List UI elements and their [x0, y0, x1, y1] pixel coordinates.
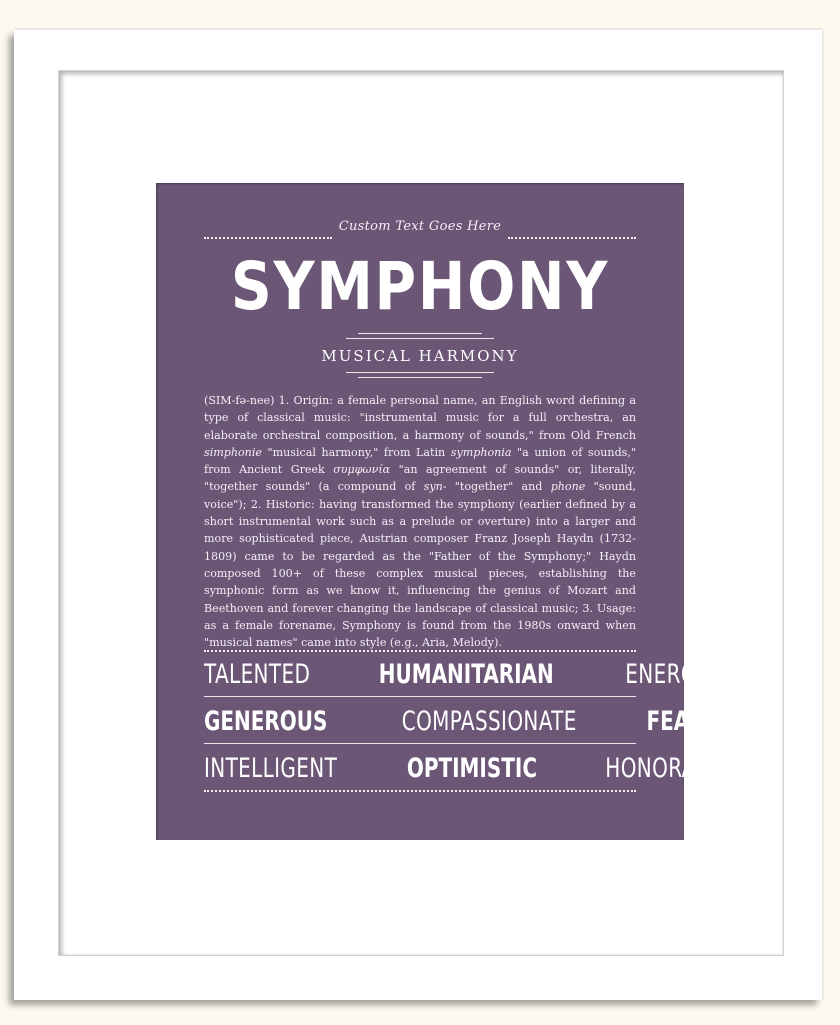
name-meaning: MUSICAL HARMONY: [321, 347, 519, 365]
name-print: [156, 183, 760, 840]
definition-italic-term: syn-: [423, 480, 447, 494]
trait-divider-2: [204, 743, 636, 744]
definition-segment: "a union of sounds," from Ancient Greek: [204, 445, 636, 477]
definition-italic-term: simphonie: [204, 445, 262, 459]
dotted-divider-top-right: [508, 237, 636, 239]
divider-line-upper-1: [358, 333, 482, 334]
trait-word: GENEROUS: [204, 705, 328, 737]
trait-word: TALENTED: [204, 658, 311, 690]
trait-word: FEARLESS: [646, 705, 760, 737]
trait-row: [204, 704, 760, 738]
definition-segment: "an agreement of sounds" or, literally, "together sounds" (a compound of: [204, 463, 636, 494]
definition-segment: "musical harmony," from Latin: [261, 445, 451, 459]
definition-italic-term: symphonia: [450, 445, 512, 459]
name-title: SYMPHONY: [230, 248, 610, 325]
definition-italic-term: συμφωνία: [333, 463, 391, 477]
trait-word: OPTIMISTIC: [406, 752, 537, 784]
custom-text: Custom Text Goes Here: [338, 219, 502, 234]
divider-line-lower-1: [346, 372, 494, 373]
dotted-divider-traits-bottom: [204, 790, 636, 792]
definition-segment: "together" and: [446, 480, 551, 494]
trait-word: ENERGETIC: [625, 658, 743, 690]
trait-word: COMPASSIONATE: [401, 705, 577, 737]
trait-row: [204, 657, 743, 691]
definition-italic-term: phone: [550, 480, 586, 494]
definition-text: [204, 392, 636, 651]
definition-segment: (SIM-fə-nee) 1. Origin: a female personal name, an English word defining a type of classical music: "instrumental music for a full orchestra, an elaborate orchestral composition, a harmony of sounds," from Old French: [204, 394, 636, 442]
dotted-divider-top-left: [204, 237, 332, 239]
divider-line-lower-2: [358, 377, 482, 378]
trait-divider-1: [204, 696, 636, 697]
trait-row: [204, 751, 735, 785]
divider-line-upper-2: [346, 338, 494, 339]
trait-word: INTELLIGENT: [204, 752, 338, 784]
trait-word: HONORABLE: [605, 752, 735, 784]
trait-word: HUMANITARIAN: [378, 658, 554, 690]
definition-segment: "sound, voice"); 2. Historic: having transformed the symphony (earlier defined by a short instrumental work such as a prelude or overture) into a larger and more sophisticated piece, Austrian composer Franz Joseph Haydn (1732-1809) came to be regarded as the "Father of the Symphony;" Haydn composed 100+ of these complex musical pieces, establishing the symphonic form as we know it, influencing the genius of Mozart and Beethoven and forever changing the landscape of classical music; 3. Usage: as a female forename, Symphony is found from the 1980s onward when "musical names" came into style (e.g., Aria, Melody).: [204, 480, 636, 650]
dotted-divider-traits-top: [204, 650, 636, 652]
